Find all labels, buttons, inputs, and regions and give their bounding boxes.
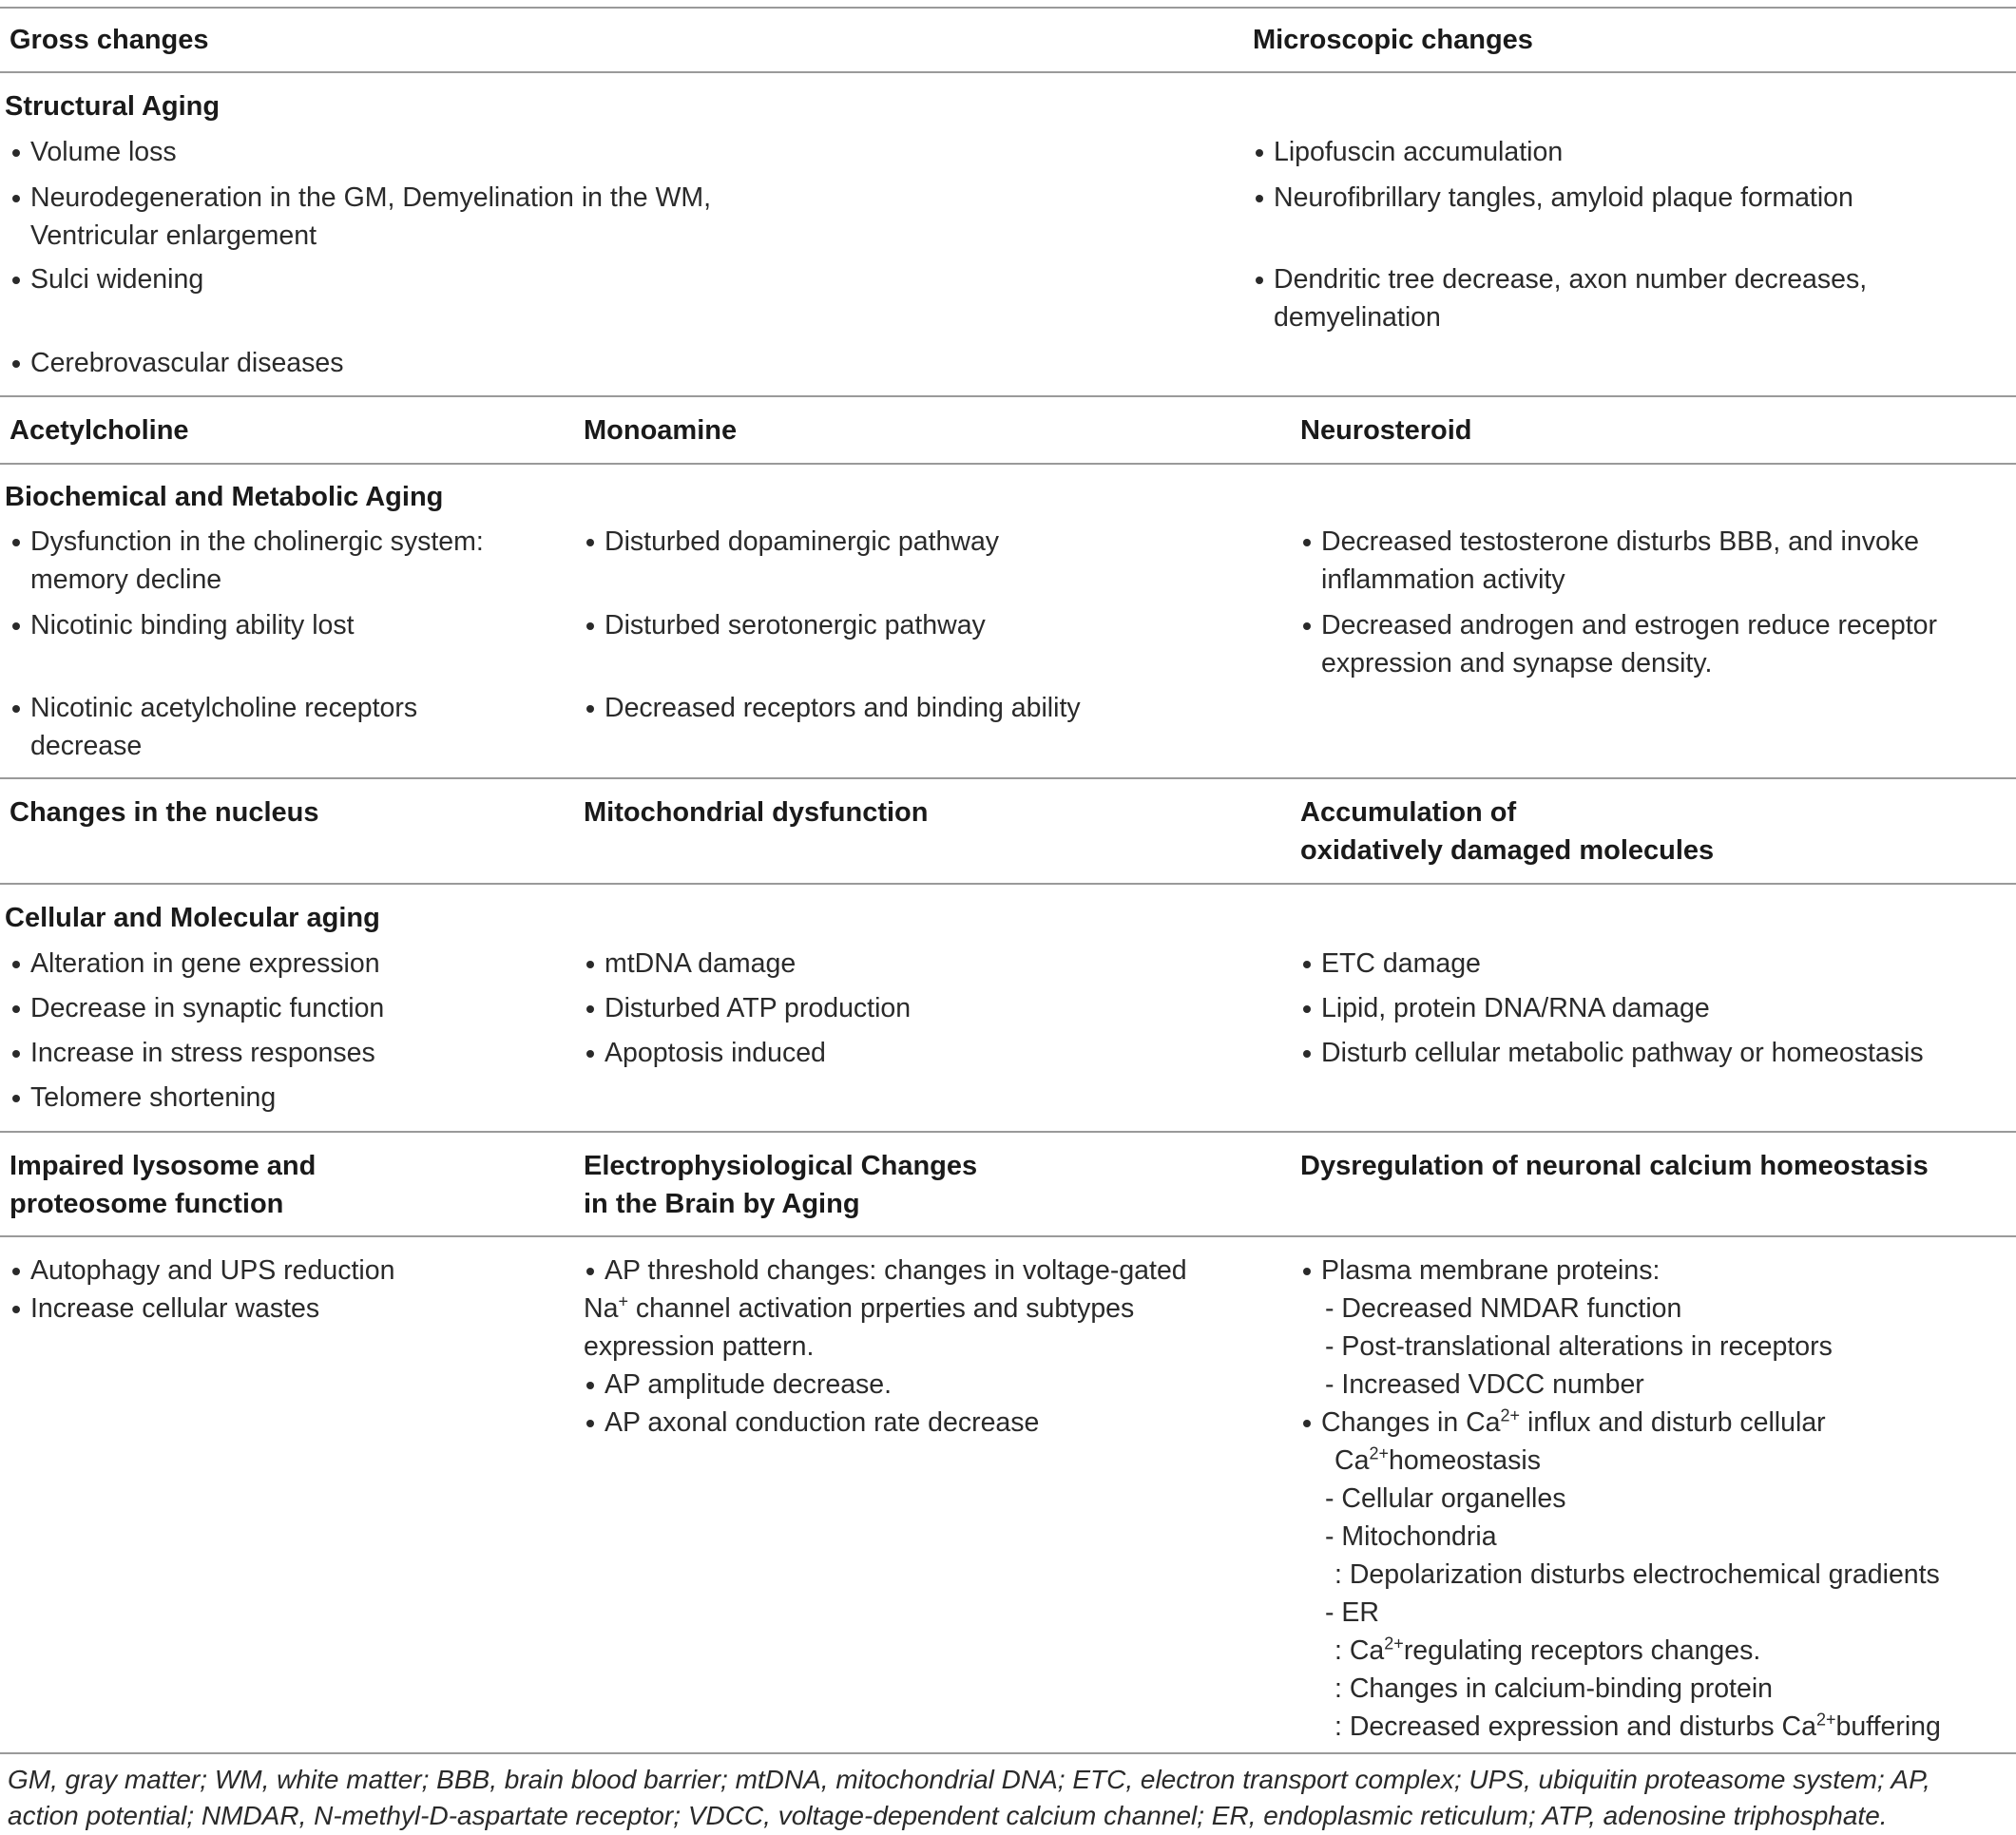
plasma-membrane-item <box>1300 1252 2004 1290</box>
list-item <box>1253 260 1867 336</box>
item-line: Decreased androgen and estrogen reduce receptor <box>1321 610 1938 640</box>
header-line: in the Brain by Aging <box>584 1189 860 1219</box>
item-text: homeostasis <box>1388 1445 1541 1476</box>
list-item: Plasma membrane proteins: <box>1300 1252 2004 1290</box>
item-text: regulating receptors changes. <box>1403 1635 1761 1666</box>
row2-header-rule <box>0 463 2016 465</box>
row2-top-rule <box>0 395 2016 397</box>
monoamine-list <box>584 689 1081 727</box>
header-line: Accumulation of <box>1300 797 1517 828</box>
item-text: Ca <box>1334 1445 1370 1476</box>
sub-item: : Changes in calcium-binding protein <box>1334 1673 1774 1704</box>
microscopic-changes-header: Microscopic changes <box>1253 25 1533 55</box>
sub-item <box>1300 1632 2004 1670</box>
superscript: 2+ <box>1369 1443 1389 1463</box>
item-line <box>584 1290 1277 1328</box>
gross-changes-list <box>10 179 711 255</box>
list-item: Disturbed ATP production <box>584 989 911 1027</box>
row3-header-rule <box>0 883 2016 885</box>
header-line: Impaired lysosome and <box>10 1151 317 1181</box>
sub-item: : Depolarization disturbs electrochemical gradients <box>1334 1559 1940 1590</box>
list-item: Neurofibrillary tangles, amyloid plaque formation <box>1253 179 1853 217</box>
footnote-line: GM, gray matter; WM, white matter; BBB, brain blood barrier; mtDNA, mitochondrial DNA; ETC, electron transport complex; UPS, ubiquitin proteasome system; AP, <box>8 1765 1930 1794</box>
row4-header-rule <box>0 1235 2016 1237</box>
ap-threshold-item <box>584 1252 1277 1290</box>
list-item: Autophagy and UPS reduction <box>10 1252 394 1290</box>
acetylcholine-list <box>10 689 417 765</box>
mitochondrial-list <box>584 945 911 1072</box>
item-line: Ventricular enlargement <box>30 220 317 251</box>
neurosteroid-list <box>1300 606 1937 682</box>
list-item: Disturb cellular metabolic pathway or homeostasis <box>1300 1034 1924 1072</box>
microscopic-changes-list <box>1253 260 1867 336</box>
item-text: influx and disturb cellular <box>1520 1407 1826 1438</box>
table-bottom-rule <box>0 1752 2016 1754</box>
calcium-homeostasis-list <box>1300 1252 2004 1746</box>
list-item <box>1300 1404 2004 1442</box>
structural-aging-section: Structural Aging <box>5 91 221 122</box>
oxidative-damage-list <box>1300 945 1924 1072</box>
calcium-homeostasis-header: Dysregulation of neuronal calcium homeostasis <box>1300 1151 1929 1181</box>
sub-item: - Cellular organelles <box>1325 1483 1566 1514</box>
gross-changes-header: Gross changes <box>10 25 209 55</box>
item-text: Na <box>584 1293 619 1324</box>
neurosteroid-list <box>1300 523 1919 599</box>
neurosteroid-header: Neurosteroid <box>1300 415 1472 446</box>
sub-item: - ER <box>1325 1597 1379 1628</box>
mitochondrial-dysfunction-header: Mitochondrial dysfunction <box>584 797 929 828</box>
item-line: Dendritic tree decrease, axon number decreases, <box>1274 264 1868 295</box>
list-item: Sulci widening <box>10 260 203 298</box>
gross-changes-list <box>10 344 344 382</box>
item-line: decrease <box>30 731 143 761</box>
item-text: Changes in Ca <box>1321 1407 1501 1438</box>
lysosome-proteosome-header <box>10 1147 316 1223</box>
item-line: inflammation activity <box>1321 564 1565 595</box>
gross-changes-list <box>10 133 177 171</box>
nucleus-changes-list <box>10 945 384 1117</box>
header-line: Electrophysiological Changes <box>584 1151 978 1181</box>
acetylcholine-list <box>10 606 355 644</box>
superscript: 2+ <box>1500 1405 1521 1425</box>
list-item: Volume loss <box>10 133 177 171</box>
item-text: : Ca <box>1334 1635 1385 1666</box>
list-item: AP axonal conduction rate decrease <box>584 1404 1277 1442</box>
header-line: oxidatively damaged molecules <box>1300 835 1715 866</box>
superscript: + <box>618 1291 628 1311</box>
row1-header-rule <box>0 71 2016 73</box>
list-item: Lipofuscin accumulation <box>1253 133 1563 171</box>
item-line: demyelination <box>1274 302 1441 333</box>
electrophysiological-header <box>584 1147 977 1223</box>
footnote-line: action potential; NMDAR, N-methyl-D-aspartate receptor; VDCC, voltage-dependent calcium channel; ER, endoplasmic reticulum; ATP, adenosine triphosphate. <box>8 1801 1888 1830</box>
list-item: Cerebrovascular diseases <box>10 344 344 382</box>
acetylcholine-header: Acetylcholine <box>10 415 189 446</box>
sub-item: - Mitochondria <box>1325 1521 1497 1552</box>
list-item: AP amplitude decrease. <box>584 1366 1277 1404</box>
superscript: 2+ <box>1384 1634 1404 1653</box>
list-item <box>10 179 711 255</box>
item-text: buffering <box>1835 1711 1941 1742</box>
header-line: proteosome function <box>10 1189 284 1219</box>
list-item <box>1300 606 1937 682</box>
row4-top-rule <box>0 1131 2016 1133</box>
oxidative-damage-header <box>1300 793 1714 870</box>
ca-influx-item <box>1300 1404 2004 1442</box>
cellular-aging-section: Cellular and Molecular aging <box>5 903 380 933</box>
item-line: Decreased testosterone disturbs BBB, and invoke <box>1321 526 1919 557</box>
sub-item <box>1300 1708 2004 1746</box>
list-item: Decrease in synaptic function <box>10 989 384 1027</box>
item-line: expression pattern. <box>584 1331 815 1362</box>
monoamine-header: Monoamine <box>584 415 738 446</box>
item-text: channel activation prperties and subtypes <box>627 1293 1135 1324</box>
list-item <box>10 523 484 599</box>
list-item: Alteration in gene expression <box>10 945 384 983</box>
list-item: Apoptosis induced <box>584 1034 911 1072</box>
item-line: Neurodegeneration in the GM, Demyelination in the WM, <box>30 182 712 213</box>
item-line: Dysfunction in the cholinergic system: <box>30 526 484 557</box>
nucleus-changes-header: Changes in the nucleus <box>10 797 319 828</box>
row3-top-rule <box>0 777 2016 779</box>
list-item: Lipid, protein DNA/RNA damage <box>1300 989 1924 1027</box>
list-item: Disturbed serotonergic pathway <box>584 606 986 644</box>
item-line <box>1300 1442 2004 1480</box>
sub-item: - Increased VDCC number <box>1325 1369 1644 1400</box>
item-text: : Decreased expression and disturbs Ca <box>1334 1711 1816 1742</box>
lysosome-list <box>10 1252 394 1328</box>
acetylcholine-list <box>10 523 484 599</box>
table-top-rule <box>0 7 2016 9</box>
gross-changes-list <box>10 260 203 298</box>
list-item: Nicotinic binding ability lost <box>10 606 355 644</box>
item-line: memory decline <box>30 564 222 595</box>
monoamine-list <box>584 523 999 561</box>
list-item <box>10 689 417 765</box>
sub-item: - Decreased NMDAR function <box>1325 1293 1682 1324</box>
list-item: Decreased receptors and binding ability <box>584 689 1081 727</box>
ap-amplitude-item <box>584 1366 1277 1442</box>
biochemical-aging-section: Biochemical and Metabolic Aging <box>5 482 444 512</box>
list-item: AP threshold changes: changes in voltage-gated <box>584 1252 1277 1290</box>
list-item: Increase cellular wastes <box>10 1290 394 1328</box>
list-item: mtDNA damage <box>584 945 911 983</box>
monoamine-list <box>584 606 986 644</box>
microscopic-changes-list <box>1253 179 1853 217</box>
item-line: Nicotinic acetylcholine receptors <box>30 693 418 723</box>
microscopic-changes-list <box>1253 133 1563 171</box>
sub-item: - Post-translational alterations in receptors <box>1325 1331 1833 1362</box>
electrophysiological-list <box>584 1252 1277 1442</box>
list-item <box>1300 523 1919 599</box>
item-line: expression and synapse density. <box>1321 648 1713 679</box>
list-item: Disturbed dopaminergic pathway <box>584 523 999 561</box>
superscript: 2+ <box>1815 1710 1836 1730</box>
list-item: Telomere shortening <box>10 1079 384 1117</box>
list-item: ETC damage <box>1300 945 1924 983</box>
list-item: Increase in stress responses <box>10 1034 384 1072</box>
table-footnote <box>8 1762 2008 1834</box>
